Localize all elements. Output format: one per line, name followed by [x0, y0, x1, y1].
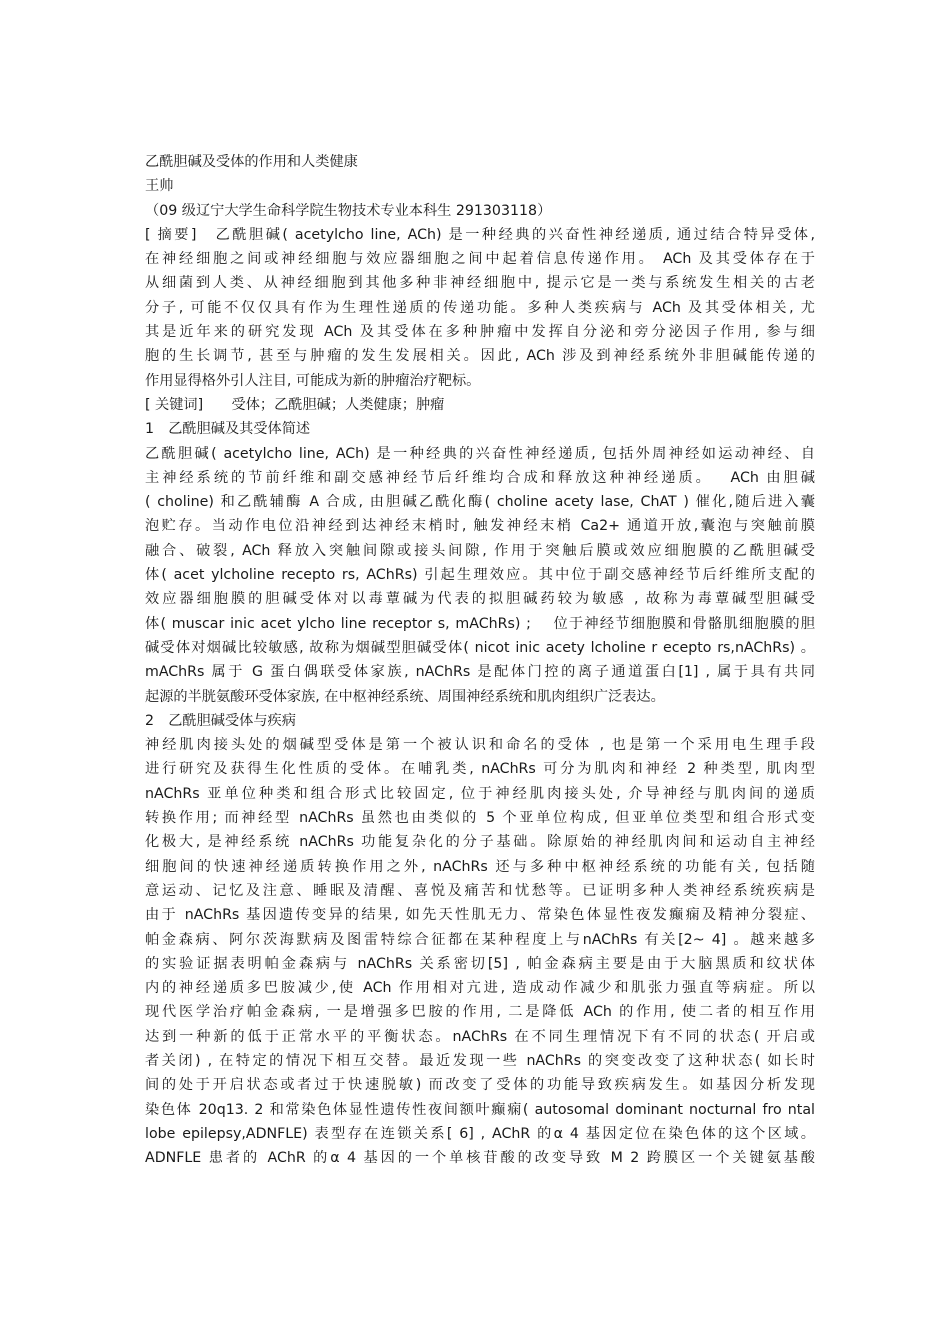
paragraph-line: 乙酰胆碱( acetylcho line, ACh) 是一种经典的兴奋性神经递质, 包括外周神经如运动神经、自: [145, 445, 815, 462]
abstract: [145, 223, 815, 393]
paragraph-line: 化极大, 是神经系统 nAChRs 功能复杂化的分子基础。除原始的神经肌肉间和运动自主神经: [145, 834, 815, 851]
author-name: 王帅: [145, 178, 174, 195]
paragraph-line: nAChRs 亚单位种类和组合形式比较固定, 位于神经肌肉接头处, 介导神经与肌肉间的递质: [145, 785, 815, 802]
abstract-line: 作用显得格外引人注目, 可能成为新的肿瘤治疗靶标。: [145, 372, 481, 389]
abstract-line: [ 摘要] 乙酰胆碱( acetylcho line, ACh) 是一种经典的兴奋性神经递质, 通过结合特异受体,: [145, 226, 815, 243]
paragraph-line: 起源的半胱氨酸环受体家族, 在中枢神经系统、周围神经系统和肌肉组织广泛表达。: [145, 688, 665, 705]
abstract-line: 胞的生长调节, 甚至与肿瘤的发生发展相关。因此, ACh 涉及到神经系统外非胆碱能传递的: [145, 348, 815, 365]
abstract-line: 在神经细胞之间或神经细胞与效应器细胞之间中起着信息传递作用。 ACh 及其受体存在于: [145, 251, 815, 268]
paragraph-line: 效应器细胞膜的胆碱受体对以毒蕈碱为代表的拟胆碱药较为敏感 , 故称为毒蕈碱型胆碱受: [145, 591, 815, 608]
paragraph-line: 神经肌肉接头处的烟碱型受体是第一个被认识和命名的受体 , 也是第一个采用电生理手段: [145, 737, 815, 754]
paragraph-line: 染色体 20q13. 2 和常染色体显性遗传性夜间额叶癫痫( autosomal dominant nocturnal fro ntal: [145, 1101, 815, 1118]
section-heading-1: 1 乙酰胆碱及其受体简述: [145, 421, 311, 438]
paragraph-line: 的实验证据表明帕金森病与 nAChRs 关系密切[5] , 帕金森病主要是由于大脑黑质和纹状体: [145, 955, 815, 972]
paragraph-line: 融合、破裂, ACh 释放入突触间隙或接头间隙, 作用于突触后膜或效应细胞膜的乙酰胆碱受: [145, 542, 815, 559]
paragraph-line: 者关闭) , 在特定的情况下相互交替。最近发现一些 nAChRs 的突变改变了这种状态( 如长时: [145, 1052, 815, 1069]
paragraph-line: 泡贮存。当动作电位沿神经到达神经末梢时, 触发神经末梢 Ca2+ 通道开放,囊泡与突触前膜: [145, 518, 815, 535]
section-1-body: [145, 442, 815, 709]
author-affiliation: （09 级辽宁大学生命科学院生物技术专业本科生 291303118）: [145, 202, 552, 219]
paragraph-line: 细胞间的快速神经递质转换作用之外, nAChRs 还与多种中枢神经系统的功能有关, 包括随: [145, 858, 815, 875]
paragraph-line: 帕金森病、阿尔茨海默病及图雷特综合征都在某种程度上与nAChRs 有关[2~ 4] 。越来越多: [145, 931, 815, 948]
abstract-line: 从细菌到人类、从神经细胞到其他多种非神经细胞中, 提示它是一类与系统发生相关的古老: [145, 275, 815, 292]
paragraph-line: 由于 nAChRs 基因遗传变异的结果, 如先天性肌无力、常染色体显性夜发癫痫及精神分裂症、: [145, 907, 815, 924]
abstract-line: 分子, 可能不仅仅具有作为生理性递质的传递功能。多种人类疾病与 ACh 及其受体相关, 尤: [145, 299, 815, 316]
keywords: [ 关键词] 受体；乙酰胆碱；人类健康；肿瘤: [145, 396, 445, 413]
paragraph-line: 内的神经递质多巴胺减少,使 ACh 作用相对亢进, 造成动作减少和肌张力强直等病症。所以: [145, 980, 815, 997]
paragraph-line: ( choline) 和乙酰辅酶 A 合成, 由胆碱乙酰化酶( choline acety lase, ChAT ) 催化,随后进入囊: [145, 494, 815, 511]
section-heading-2: 2 乙酰胆碱受体与疾病: [145, 712, 296, 729]
paragraph-line: 碱受体对烟碱比较敏感, 故称为烟碱型胆碱受体( nicot inic acety lcholine r ecepto rs,nAChRs) 。: [145, 639, 815, 656]
paragraph-line: 现代医学治疗帕金森病, 一是增强多巴胺的作用, 二是降低 ACh 的作用, 使二者的相互作用: [145, 1004, 815, 1021]
paragraph-line: mAChRs 属于 G 蛋白偶联受体家族, nAChRs 是配体门控的离子通道蛋白[1] , 属于具有共同: [145, 664, 815, 681]
paragraph-line: 体( acet ylcholine recepto rs, AChRs) 引起生理效应。其中位于副交感神经节后纤维所支配的: [145, 567, 815, 584]
section-2-body: [145, 733, 815, 1170]
paragraph-line: 达到一种新的低于正常水平的平衡状态。nAChRs 在不同生理情况下有不同的状态( 开启或: [145, 1028, 815, 1045]
paragraph-line: 转换作用; 而神经型 nAChRs 虽然也由类似的 5 个亚单位构成, 但亚单位类型和组合形式变: [145, 810, 815, 827]
document-title: 乙酰胆碱及受体的作用和人类健康: [145, 154, 358, 170]
paragraph-line: 进行研究及获得生化性质的受体。在哺乳类, nAChRs 可分为肌肉和神经 2 种类型, 肌肉型: [145, 761, 815, 778]
abstract-line: 其是近年来的研究发现 ACh 及其受体在多种肿瘤中发挥自分泌和旁分泌因子作用, 参与细: [145, 324, 815, 341]
paragraph-line: 主神经系统的节前纤维和副交感神经节后纤维均合成和释放这种神经递质。 ACh 由胆碱: [145, 469, 815, 486]
paragraph-line: 体( muscar inic acet ylcho line receptor s, mAChRs) ; 位于神经节细胞膜和骨骼肌细胞膜的胆: [145, 615, 815, 632]
paragraph-line: 意运动、记忆及注意、睡眠及清醒、喜悦及痛苦和忧愁等。已证明多种人类神经系统疾病是: [145, 882, 815, 899]
document-page: [145, 150, 815, 1170]
paragraph-line: 间的处于开启状态或者过于快速脱敏) 而改变了受体的功能导致疾病发生。如基因分析发现: [145, 1077, 815, 1094]
paragraph-line: lobe epilepsy,ADNFLE) 表型存在连锁关系[ 6] , AChR 的α 4 基因定位在染色体的这个区域。: [145, 1125, 815, 1142]
paragraph-line: ADNFLE 患者的 AChR 的α 4 基因的一个单核苷酸的改变导致 M 2 跨膜区一个关键氨基酸: [145, 1150, 815, 1167]
